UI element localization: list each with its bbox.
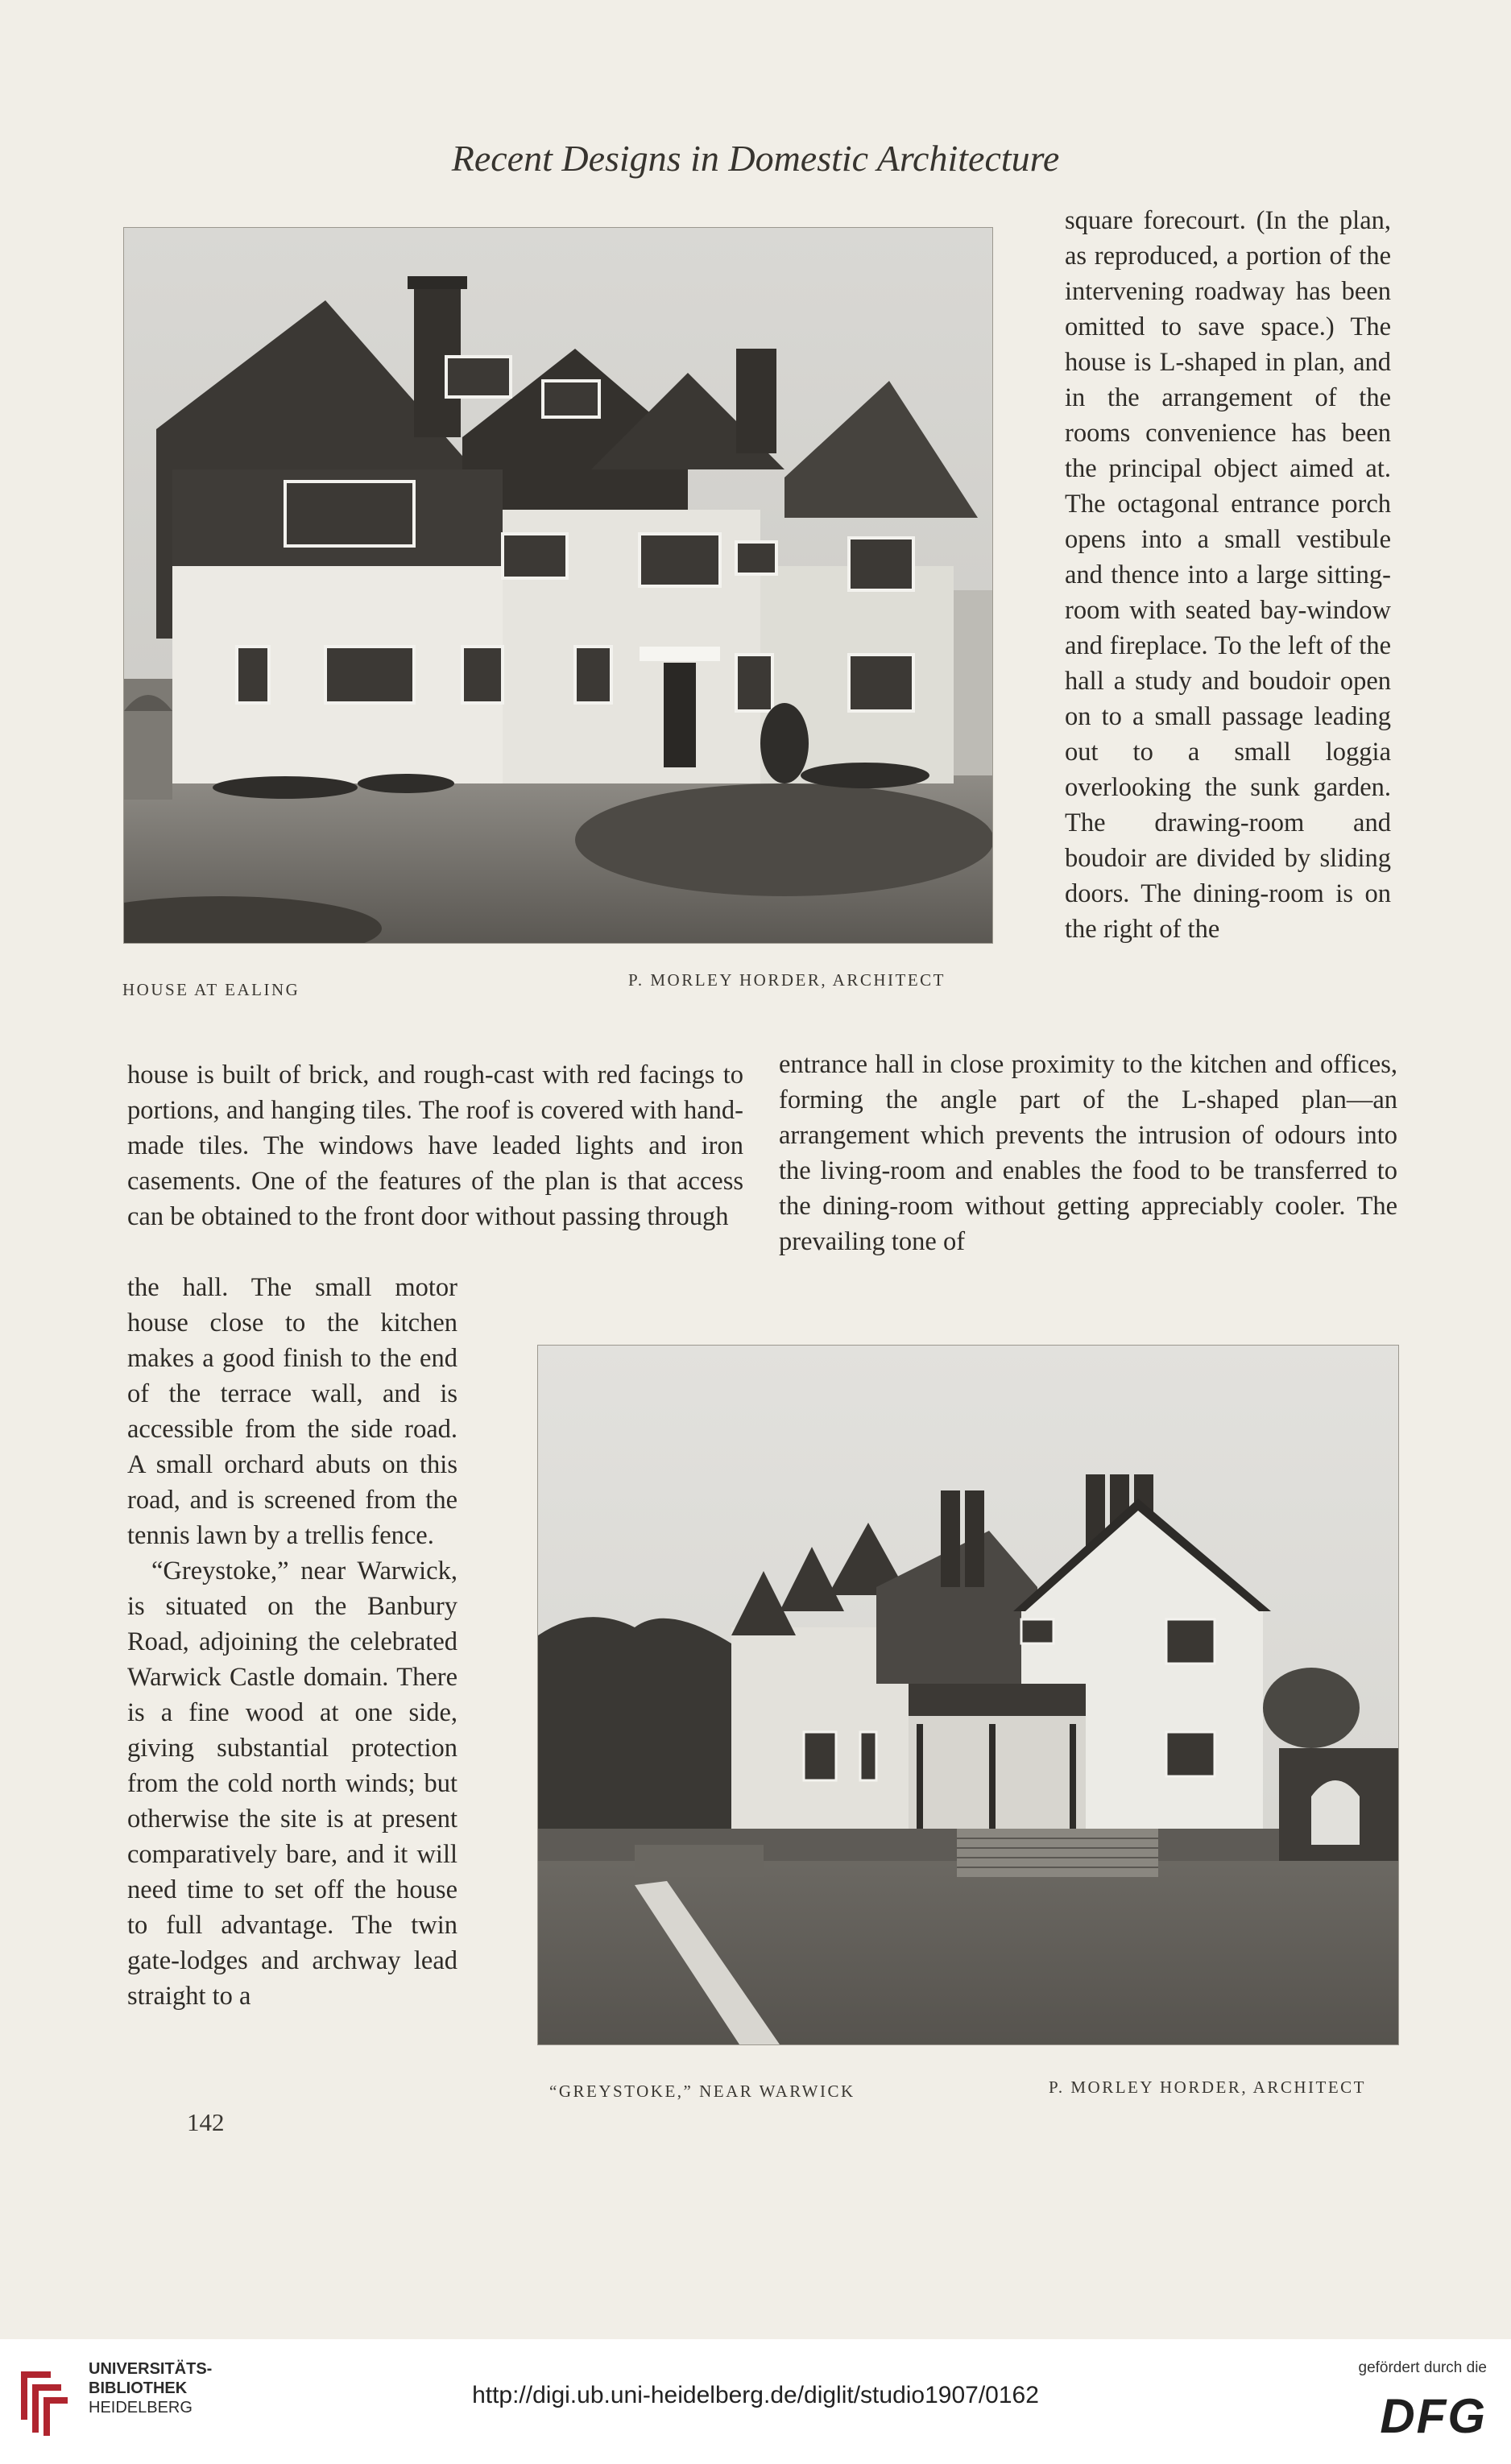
left-column-bottom-text <box>127 1270 457 2014</box>
library-line-2: BIBLIOTHEK <box>89 2379 188 2397</box>
figure1-caption-right: P. MORLEY HORDER, ARCHITECT <box>628 970 946 990</box>
page-number: 142 <box>187 2108 225 2136</box>
figure2-caption-right: P. MORLEY HORDER, ARCHITECT <box>1049 2077 1366 2097</box>
dfg-logo: DFG <box>1380 2389 1487 2443</box>
library-line-1: UNIVERSITÄTS- <box>89 2360 213 2378</box>
paragraph: house is built of brick, and rough-cast with red facings to portions, and hanging tiles. The roof is covered with hand-made tiles. The windows have leaded lights and iron casements. One of the features of the plan is that access can be obtained to the front door without passing through <box>127 1060 743 1231</box>
left-column-middle-text <box>127 1057 743 1234</box>
paragraph: entrance hall in close proximity to the kitchen and offices, forming the angle part of the L-shaped plan—an arrangement which prevents the intrusion of odours into the living-room and enables the food to be transferred to the dining-room without getting appreciably cooler. The prevailing tone of <box>779 1050 1397 1256</box>
source-url-link[interactable]: http://digi.ub.uni-heidelberg.de/diglit/studio1907/0162 <box>472 2382 1039 2408</box>
paragraph: square forecourt. (In the plan, as reproduced, a portion of the intervening roadway has been omitted to save space.) The house is L-shaped in plan, and in the arrangement of the rooms convenience has been the principal object aimed at. The octagonal entrance porch opens into a small vestibule and thence into a large sitting-room with seated bay-window and fireplace. To the left of the hall a study and boudoir open on to a small passage leading out to a small loggia overlooking the sunk garden. The drawing-room and boudoir are divided by sliding doors. The dining-room is on the right of the <box>1065 206 1391 944</box>
photo-greystoke-near-warwick <box>537 1345 1399 2045</box>
paragraph: the hall. The small motor house close to the kitchen makes a good finish to the end of the terrace wall, and is accessible from the side road. A small orchard abuts on this road, and is screened from the tennis lawn by a trellis fence. <box>127 1273 457 1550</box>
photo-house-at-ealing <box>123 227 993 944</box>
figure2-caption-left: “GREYSTOKE,” NEAR WARWICK <box>549 2082 855 2101</box>
right-column-top-text <box>1065 203 1391 947</box>
library-line-3: HEIDELBERG <box>89 2399 192 2416</box>
paragraph: “Greystoke,” near Warwick, is situated on the Banbury Road, adjoining the celebrated Warwick Castle domain. There is a fine wood at one side, giving substantial protection from the cold north winds; but otherwise the site is at present comparatively bare, and it will need time to set off the house to full advantage. The twin gate-lodges and archway lead straight to a <box>127 1557 457 2011</box>
funded-by-label: gefördert durch die <box>1358 2359 1487 2376</box>
right-column-middle-text <box>779 1047 1397 1259</box>
running-title: Recent Designs in Domestic Architecture <box>451 138 1060 179</box>
figure1-caption-left: HOUSE AT EALING <box>122 980 300 999</box>
